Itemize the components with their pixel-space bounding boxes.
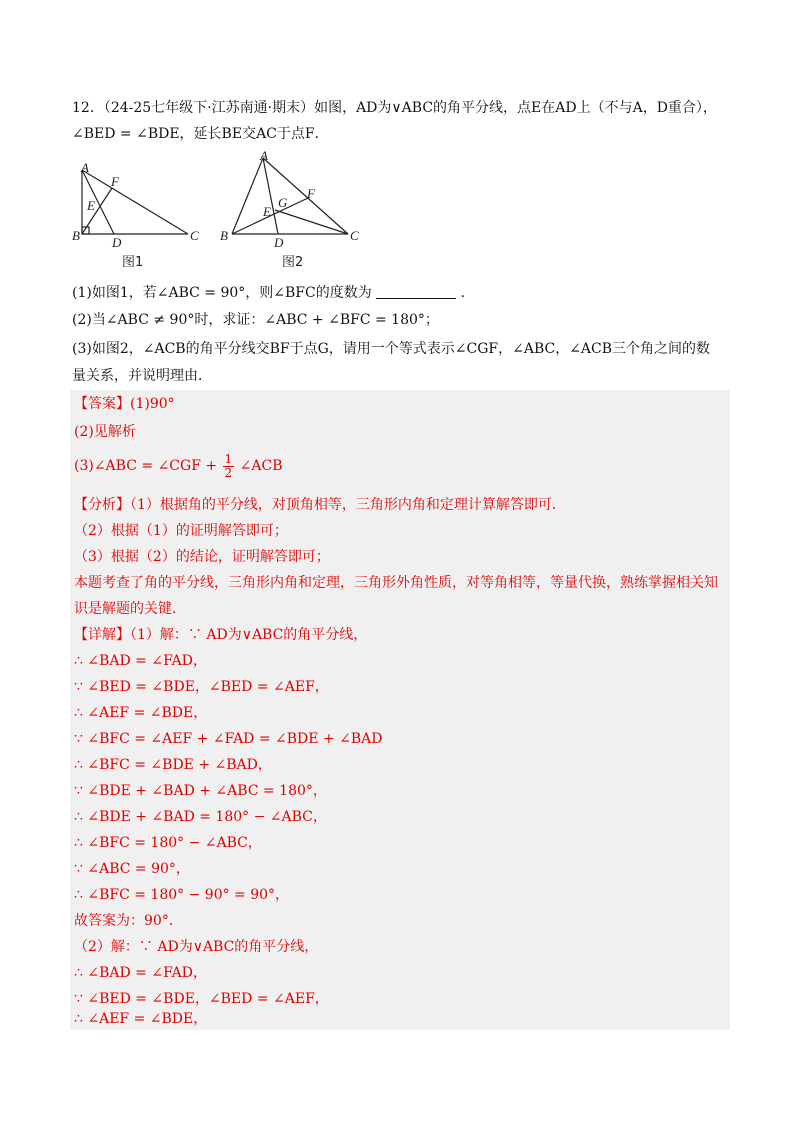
part-2: (2)当∠ABC ≠ 90°时，求证：∠ABC + ∠BFC = 180°；: [72, 312, 439, 328]
fig2-segment-CG: [275, 210, 348, 234]
answer-3-post: ∠ACB: [239, 458, 283, 474]
part-1-text: (1)如图1，若∠ABC = 90°，则∠BFC的度数为: [72, 285, 372, 301]
fig2-segment-AB: [232, 158, 263, 234]
part-3-line-2: 量关系，并说明理由．: [72, 368, 212, 384]
fig2-label-B: B: [220, 228, 228, 243]
detail-line: ∵ ∠BED = ∠BDE，∠BED = ∠AEF，: [74, 991, 329, 1007]
detail-line: ∵ ∠BDE + ∠BAD + ∠ABC = 180°，: [74, 783, 327, 799]
detail-line: ∴ ∠BAD = ∠FAD，: [74, 965, 207, 981]
part-3-line-1: (3)如图2，∠ACB的角平分线交BF于点G，请用一个等式表示∠CGF，∠ABC，∠ACB三个角之间的数: [72, 341, 711, 357]
question-line-2: ∠BED = ∠BDE，延长BE交AC于点F．: [72, 126, 329, 142]
analysis-2: （2）根据（1）的证明解答即可；: [74, 523, 288, 539]
fig2-label-E: E: [263, 204, 271, 219]
detail-line: ∴ ∠BAD = ∠FAD，: [74, 653, 207, 669]
detail-line: ∴ ∠AEF = ∠BDE，: [74, 705, 208, 721]
summary-line-2: 识是解题的关键．: [74, 601, 186, 617]
analysis-1: 【分析】（1）根据角的平分线，对顶角相等，三角形内角和定理计算解答即可．: [74, 497, 566, 513]
part-1-end: ．: [460, 285, 475, 301]
fig2-label-D: D: [274, 235, 284, 250]
answer-2: (2)见解析: [74, 424, 136, 440]
fig2-label-C: C: [350, 228, 359, 243]
geometry-figures: [70, 150, 390, 270]
answer-3: [74, 451, 282, 481]
detail-line: ∵ ∠BED = ∠BDE，∠BED = ∠AEF，: [74, 679, 329, 695]
answer-blank: [376, 284, 456, 299]
detail-line: 故答案为：90°．: [74, 913, 183, 929]
fig1-label-A: A: [81, 160, 89, 175]
summary-line-1: 本题考查了角的平分线，三角形内角和定理，三角形外角性质，对等角相等，等量代换，熟练掌握相关知: [74, 575, 718, 591]
part-1: [72, 283, 475, 303]
detail-line: ∵ ∠BFC = ∠AEF + ∠FAD = ∠BDE + ∠BAD: [74, 731, 383, 747]
fig1-label-B: B: [72, 228, 80, 243]
analysis-3: （3）根据（2）的结论，证明解答即可；: [74, 549, 330, 565]
detail-line: ∴ ∠BFC = 180° − 90° = 90°，: [74, 887, 290, 903]
fig1-label-C: C: [190, 228, 199, 243]
fraction-denominator: 2: [224, 465, 233, 480]
detail-line: ∴ ∠BDE + ∠BAD = 180° − ∠ABC，: [74, 809, 327, 825]
fig2-label-F: F: [307, 186, 315, 201]
question-line-1: 12．（24-25七年级下·江苏南通·期末）如图，AD为∨ABC的角平分线，点E在AD上（不与A，D重合），: [72, 100, 717, 116]
figure-2: [232, 158, 348, 234]
fig2-caption: 图2: [282, 255, 304, 270]
detail-line: ∴ ∠BFC = 180° − ∠ABC，: [74, 835, 262, 851]
detail-line: （2）解：∵ AD为∨ABC的角平分线，: [74, 939, 319, 955]
fig1-label-F: F: [111, 174, 119, 189]
fig1-label-D: D: [112, 235, 122, 250]
detail-line: 【详解】（1）解：∵ AD为∨ABC的角平分线，: [74, 627, 368, 643]
detail-line: ∴ ∠BFC = ∠BDE + ∠BAD，: [74, 757, 272, 773]
fig2-label-A: A: [260, 150, 268, 163]
fraction-one-half: [223, 453, 235, 480]
figures: [70, 150, 390, 270]
fig2-label-G: G: [278, 195, 288, 210]
fraction-numerator: 1: [224, 451, 233, 466]
answer-1: 【答案】(1)90°: [74, 396, 175, 412]
fig1-caption: 图1: [122, 255, 144, 270]
fig1-label-E: E: [87, 198, 95, 213]
figure-1: [82, 170, 188, 234]
answer-3-pre: (3)∠ABC = ∠CGF +: [74, 458, 218, 474]
detail-line: ∵ ∠ABC = 90°，: [74, 861, 190, 877]
detail-line: ∴ ∠AEF = ∠BDE，: [74, 1011, 208, 1027]
